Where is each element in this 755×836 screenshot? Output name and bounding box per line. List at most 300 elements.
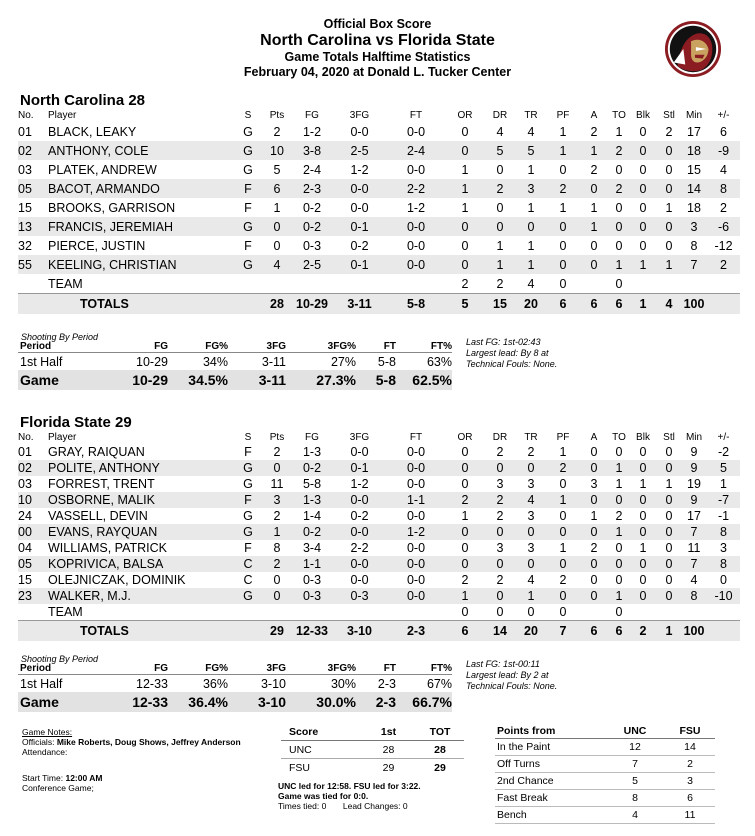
stat-cell: 0 <box>485 556 515 572</box>
sbp-cell: 27% <box>330 354 356 369</box>
stat-cell <box>262 274 292 294</box>
stat-cell: 0 <box>445 524 485 540</box>
conference-game-label: Conference Game; <box>22 783 94 793</box>
stat-cell: 1 <box>496 238 504 253</box>
column-header: FG <box>305 431 319 443</box>
stat-cell: WILLIAMS, PATRICK <box>48 541 168 555</box>
stat-cell: 2-3 <box>292 179 332 198</box>
stat-cell: 0 <box>615 238 623 253</box>
stat-cell: G <box>234 141 262 160</box>
sbp-cell: Game <box>18 370 106 390</box>
stat-cell: 0-0 <box>350 445 369 459</box>
stat-cell: 1 <box>461 200 469 215</box>
stat-cell: 0 <box>579 460 609 476</box>
stat-cell: 5-8 <box>302 477 322 491</box>
stat-cell: 0-0 <box>387 556 445 572</box>
points-from-cell: 2nd Chance <box>495 773 605 790</box>
stat-cell: 1 <box>485 255 515 274</box>
stat-cell: 0 <box>515 556 547 572</box>
totals-cell: 4 <box>657 294 681 315</box>
points-from-cell: 11 <box>665 807 715 824</box>
game-notes <box>22 727 252 793</box>
totals-cell: 15 <box>485 294 515 315</box>
sbp-cell: 27.3% <box>286 370 356 390</box>
fsu-player-row <box>18 604 740 621</box>
stat-cell: 3 <box>515 179 547 198</box>
stat-cell: WALKER, M.J. <box>48 588 234 604</box>
stat-cell: 13 <box>18 217 48 236</box>
stat-cell <box>234 604 262 621</box>
totals-cell: 7 <box>547 621 579 642</box>
unc-technical-fouls: Technical Fouls: None. <box>466 359 558 369</box>
sbp-cell: 30.0% <box>286 692 356 712</box>
stat-cell: KOPRIVICA, BALSA <box>48 556 234 572</box>
stat-cell: -10 <box>707 588 740 604</box>
stat-cell: 2-2 <box>387 179 445 198</box>
stat-cell: 3 <box>496 477 504 491</box>
seminole-head-logo-icon <box>664 20 722 78</box>
stat-cell <box>387 274 445 294</box>
stat-cell: 0 <box>615 573 623 587</box>
stat-cell: 0-0 <box>406 445 426 459</box>
stat-cell: 2 <box>496 445 504 459</box>
sbp-cell: 10-29 <box>136 354 168 369</box>
fsu-totals-row <box>18 621 740 642</box>
column-header: PF <box>556 109 570 121</box>
stat-cell: 0 <box>639 238 647 253</box>
totals-cell: 14 <box>485 621 515 642</box>
stat-cell: 0 <box>615 445 623 459</box>
sbp-header: FG <box>106 663 168 675</box>
totals-cell: 3-11 <box>332 294 387 315</box>
stat-cell: 1 <box>547 492 579 508</box>
column-header: Blk <box>636 109 650 121</box>
stat-cell: 0-0 <box>387 588 445 604</box>
unc-sbp-header-row <box>18 341 452 353</box>
stat-cell: 4 <box>496 124 504 139</box>
totals-cell: 5 <box>445 294 485 315</box>
stat-cell: 0 <box>615 276 623 291</box>
stat-cell: 2 <box>720 200 727 215</box>
stat-cell: 0-0 <box>406 238 426 253</box>
stat-cell: 2 <box>461 276 469 291</box>
score-cell: FSU <box>289 761 310 774</box>
points-from-cell: Fast Break <box>495 790 605 807</box>
stat-cell: 7 <box>681 556 707 572</box>
officials-names: Mike Roberts, Doug Shows, Jeffrey Anderson <box>56 737 241 747</box>
stat-cell: 18 <box>687 200 701 215</box>
stat-cell <box>332 604 387 621</box>
start-time-label: Start Time: <box>22 773 64 783</box>
stat-cell: 1 <box>559 541 567 555</box>
stat-cell: 0 <box>629 524 657 540</box>
stat-cell: 03 <box>18 477 32 491</box>
column-header: S <box>244 109 252 121</box>
fsu-player-row <box>18 556 740 572</box>
stat-cell: 01 <box>18 124 32 139</box>
stat-cell: 0 <box>461 124 469 139</box>
stat-cell: 23 <box>18 588 48 604</box>
stat-cell <box>18 604 48 621</box>
stat-cell: 0-0 <box>406 509 426 523</box>
stat-cell: 1-4 <box>302 509 322 523</box>
sbp-cell: 36.4% <box>168 692 228 712</box>
totals-cell: 5-8 <box>387 294 445 315</box>
stat-cell: 0-0 <box>350 200 369 215</box>
fsu-player-row <box>18 588 740 604</box>
fsu-box-score-table <box>18 430 740 641</box>
stat-cell: 1 <box>590 200 598 215</box>
sbp-cell: 34.5% <box>168 370 228 390</box>
totals-cell <box>234 294 262 315</box>
stat-cell: 10 <box>262 141 292 160</box>
column-header: DR <box>492 431 508 443</box>
stat-cell: 1-1 <box>292 556 332 572</box>
stat-cell: 3 <box>527 477 535 491</box>
totals-cell: 1 <box>629 294 657 315</box>
stat-cell: 0-0 <box>387 460 445 476</box>
totals-cell: 1 <box>657 621 681 642</box>
fsu-sbp-header-row <box>18 663 452 675</box>
totals-cell: 10-29 <box>292 294 332 315</box>
sbp-cell: 2-3 <box>356 692 396 712</box>
stat-cell: 4 <box>527 573 535 587</box>
stat-cell: 0 <box>461 445 469 459</box>
stat-cell: 5 <box>273 162 281 177</box>
points-from-header: FSU <box>665 724 715 739</box>
unc-player-row <box>18 198 740 217</box>
stat-cell: 0-0 <box>406 477 426 491</box>
stat-cell: 1-2 <box>387 524 445 540</box>
stat-cell: 14 <box>681 179 707 198</box>
stat-cell: 0 <box>547 588 579 604</box>
sbp-cell: 66.7% <box>396 692 452 712</box>
stat-cell: 0 <box>665 445 673 459</box>
totals-cell: 100 <box>681 621 707 642</box>
stat-cell: 3 <box>720 541 727 555</box>
stat-cell: 6 <box>720 124 727 139</box>
stat-cell: 0 <box>461 238 469 253</box>
stat-cell: 2 <box>559 573 567 587</box>
stat-cell: 2 <box>262 556 292 572</box>
stat-cell: F <box>244 200 252 215</box>
fsu-player-row <box>18 444 740 460</box>
stat-cell: FRANCIS, JEREMIAH <box>48 217 234 236</box>
sbp-cell: 62.5% <box>396 370 452 390</box>
stat-cell: 0 <box>445 217 485 236</box>
stat-cell: 0-1 <box>332 255 387 274</box>
fsu-side-notes <box>466 659 557 692</box>
stat-cell: 2 <box>273 509 281 523</box>
column-header: Blk <box>636 431 650 443</box>
stat-cell: 1 <box>461 509 469 523</box>
stat-cell: 1 <box>559 200 567 215</box>
stat-cell: 11 <box>270 477 284 491</box>
column-header: S <box>244 431 252 443</box>
column-header: 3FG <box>349 109 370 121</box>
stat-cell: 0 <box>615 162 623 177</box>
stat-cell: G <box>243 162 253 177</box>
stat-cell: 3 <box>527 509 535 523</box>
column-header: DR <box>492 109 508 121</box>
stat-cell: 0-3 <box>302 573 322 587</box>
totals-cell: 28 <box>262 294 292 315</box>
sbp-header: FG% <box>168 341 228 353</box>
stat-cell: 3 <box>496 541 504 555</box>
points-from-cell: 3 <box>665 773 715 790</box>
stat-cell: 17 <box>687 509 701 523</box>
points-from-cell: 8 <box>605 790 665 807</box>
stat-cell: 1 <box>609 255 629 274</box>
stat-cell: 1 <box>262 524 292 540</box>
stat-cell: 1 <box>609 460 629 476</box>
stat-cell: 0 <box>665 541 673 555</box>
start-time-value: 12:00 AM <box>65 773 103 783</box>
stat-cell: 15 <box>18 200 32 215</box>
stat-cell: 0 <box>579 588 609 604</box>
stat-cell: 8 <box>681 588 707 604</box>
sbp-cell: 30% <box>330 676 356 691</box>
stat-cell: 0 <box>559 238 567 253</box>
stat-cell: G <box>234 588 262 604</box>
totals-cell: 6 <box>609 294 629 315</box>
stat-cell <box>18 274 48 294</box>
stat-cell: 8 <box>690 238 698 253</box>
fsu-shooting-by-period-table <box>18 663 452 712</box>
stat-cell: 0 <box>629 460 657 476</box>
fsu-player-row <box>18 572 740 588</box>
sbp-header: FT% <box>396 341 452 353</box>
stat-cell: 1 <box>720 477 727 491</box>
stat-cell: 0 <box>609 556 629 572</box>
stat-cell: 0 <box>657 460 681 476</box>
totals-cell: 12-33 <box>292 621 332 642</box>
stat-cell: 0-0 <box>406 162 426 177</box>
stat-cell: 1 <box>609 588 629 604</box>
stat-cell: 0-0 <box>406 573 426 587</box>
stat-cell: 0 <box>629 217 657 236</box>
fsu-player-row <box>18 508 740 524</box>
stat-cell: 0 <box>515 460 547 476</box>
totals-cell: TOTALS <box>48 621 234 642</box>
fsu-column-header-row <box>18 430 740 444</box>
stat-cell: 0 <box>657 556 681 572</box>
score-cell: UNC <box>281 741 361 759</box>
stat-cell: 0 <box>629 141 657 160</box>
stat-cell: 0-0 <box>350 573 369 587</box>
points-from-row <box>495 739 715 756</box>
column-header: Player <box>48 431 77 443</box>
stat-cell: BACOT, ARMANDO <box>48 179 234 198</box>
sbp-cell: 34% <box>202 354 228 369</box>
totals-cell: 6 <box>609 621 629 642</box>
stat-cell: G <box>243 509 253 523</box>
stat-cell: 0 <box>515 217 547 236</box>
stat-cell: 1 <box>579 141 609 160</box>
report-subtitle: Game Totals Halftime Statistics <box>284 50 471 64</box>
stat-cell: TEAM <box>48 276 83 291</box>
stat-cell: 2 <box>665 124 673 139</box>
stat-cell <box>332 274 387 294</box>
score-cell: 28 <box>361 741 416 759</box>
totals-cell <box>234 621 262 642</box>
stat-cell: 0 <box>559 162 567 177</box>
unc-sbp-game-row <box>18 370 452 390</box>
stat-cell: 1-1 <box>387 492 445 508</box>
stat-cell: 0-0 <box>387 255 445 274</box>
sbp-cell: 3-11 <box>261 354 286 369</box>
stat-cell: BLACK, LEAKY <box>48 124 137 139</box>
fsu-sbp-game-row <box>18 692 452 712</box>
stat-cell: -2 <box>717 445 730 459</box>
stat-cell: 18 <box>681 141 707 160</box>
points-from-cell: 4 <box>605 807 665 824</box>
column-header: OR <box>457 109 473 121</box>
fsu-last-fg: Last FG: 1st-00:11 <box>466 659 540 669</box>
totals-cell: TOTALS <box>48 294 234 315</box>
stat-cell <box>292 274 332 294</box>
stat-cell: 2 <box>609 141 629 160</box>
sbp-cell: Game <box>18 692 106 712</box>
sbp-header: FT <box>356 663 396 675</box>
points-from-header-row <box>495 724 715 739</box>
stat-cell: 4 <box>527 124 535 139</box>
points-from-row <box>495 756 715 773</box>
stat-cell: ANTHONY, COLE <box>48 141 234 160</box>
stat-cell: 1 <box>445 179 485 198</box>
stat-cell: 0 <box>547 556 579 572</box>
stat-cell: POLITE, ANTHONY <box>48 460 234 476</box>
stat-cell: 0 <box>485 588 515 604</box>
stat-cell: 2-5 <box>332 141 387 160</box>
fsu-shooting-by-period-label: Shooting By Period <box>21 654 99 664</box>
score-header-row <box>281 724 464 741</box>
stat-cell: 1 <box>461 162 469 177</box>
stat-cell: -6 <box>707 217 740 236</box>
stat-cell: 2 <box>590 541 598 555</box>
stat-cell: 0 <box>559 605 567 619</box>
unc-player-row <box>18 236 740 255</box>
totals-cell: 100 <box>681 294 707 315</box>
stat-cell: 0-1 <box>332 217 387 236</box>
stat-cell: 0 <box>547 217 579 236</box>
stat-cell: BROOKS, GARRISON <box>48 200 176 215</box>
stat-cell: 0 <box>657 492 681 508</box>
officials-line <box>22 737 252 747</box>
sbp-header: 3FG% <box>286 663 356 675</box>
column-header: TR <box>524 431 538 443</box>
stat-cell: 17 <box>687 124 701 139</box>
stat-cell: 0 <box>262 217 292 236</box>
column-header: Stl <box>663 431 675 443</box>
stat-cell: 1-3 <box>292 492 332 508</box>
stat-cell: 3-8 <box>292 141 332 160</box>
fsu-player-row <box>18 460 740 476</box>
stat-cell: 0-0 <box>332 179 387 198</box>
stat-cell: 1-2 <box>302 124 322 139</box>
stat-cell: 0 <box>496 200 504 215</box>
stat-cell: F <box>244 541 252 555</box>
stat-cell: 8 <box>707 556 740 572</box>
stat-cell: 0-2 <box>292 460 332 476</box>
unc-box-score-table <box>18 108 740 314</box>
sbp-header: FT% <box>396 663 452 675</box>
stat-cell: 0-0 <box>332 492 387 508</box>
points-from-cell: 14 <box>665 739 715 756</box>
stat-cell: 0-0 <box>406 124 426 139</box>
totals-cell: 6 <box>445 621 485 642</box>
stat-cell: 0 <box>665 573 673 587</box>
stat-cell: 3 <box>590 477 598 491</box>
stat-cell: 0-2 <box>350 238 369 253</box>
stat-cell: 0-0 <box>387 217 445 236</box>
stat-cell: G <box>234 524 262 540</box>
lead-summary <box>278 781 478 811</box>
stat-cell: 0 <box>262 460 292 476</box>
points-from-cell: In the Paint <box>495 739 605 756</box>
stat-cell: 2 <box>461 573 469 587</box>
sbp-cell: 36% <box>202 676 228 691</box>
points-from-row <box>495 773 715 790</box>
column-header: FT <box>409 109 423 121</box>
unc-column-header-row <box>18 108 740 122</box>
stat-cell: 10 <box>18 492 48 508</box>
sbp-cell: 10-29 <box>106 370 168 390</box>
report-header <box>0 17 755 80</box>
stat-cell: 05 <box>18 179 48 198</box>
stat-cell: 0 <box>629 179 657 198</box>
score-cell: 29 <box>434 761 446 774</box>
stat-cell: 0 <box>579 524 609 540</box>
stat-cell: F <box>244 445 252 459</box>
stat-cell: 0 <box>461 541 469 555</box>
column-header: A <box>590 109 598 121</box>
stat-cell: G <box>243 477 253 491</box>
stat-cell: 8 <box>707 524 740 540</box>
stat-cell: 24 <box>18 509 32 523</box>
stat-cell: 1 <box>445 588 485 604</box>
totals-cell <box>707 294 740 315</box>
stat-cell: 0 <box>657 179 681 198</box>
stat-cell: 0 <box>445 556 485 572</box>
stat-cell: 2 <box>547 460 579 476</box>
sbp-header: 3FG% <box>286 341 356 353</box>
sbp-cell: 3-10 <box>228 692 286 712</box>
fsu-sbp-first-half-row <box>18 675 452 693</box>
points-from-row <box>495 807 715 824</box>
points-from-cell: 2 <box>665 756 715 773</box>
stat-cell: 55 <box>18 255 48 274</box>
column-header: FG <box>305 109 319 121</box>
stat-cell <box>579 604 609 621</box>
stat-cell: 3 <box>262 492 292 508</box>
fsu-largest-lead: Largest lead: By 2 at <box>466 670 549 680</box>
stat-cell: 2 <box>707 255 740 274</box>
stat-cell: 0-0 <box>332 556 387 572</box>
stat-cell: 0 <box>445 255 485 274</box>
stat-cell: 0 <box>609 217 629 236</box>
unc-player-row <box>18 217 740 236</box>
tie-lead-counts <box>278 801 478 811</box>
unc-totals-row <box>18 294 740 315</box>
points-from-table <box>495 724 715 824</box>
stat-cell: 1-3 <box>302 445 322 459</box>
stat-cell: 3 <box>527 541 535 555</box>
unc-shooting-by-period-table <box>18 341 452 390</box>
stat-cell: PIERCE, JUSTIN <box>48 238 146 253</box>
totals-cell: 20 <box>515 621 547 642</box>
stat-cell: 0-0 <box>406 541 426 555</box>
